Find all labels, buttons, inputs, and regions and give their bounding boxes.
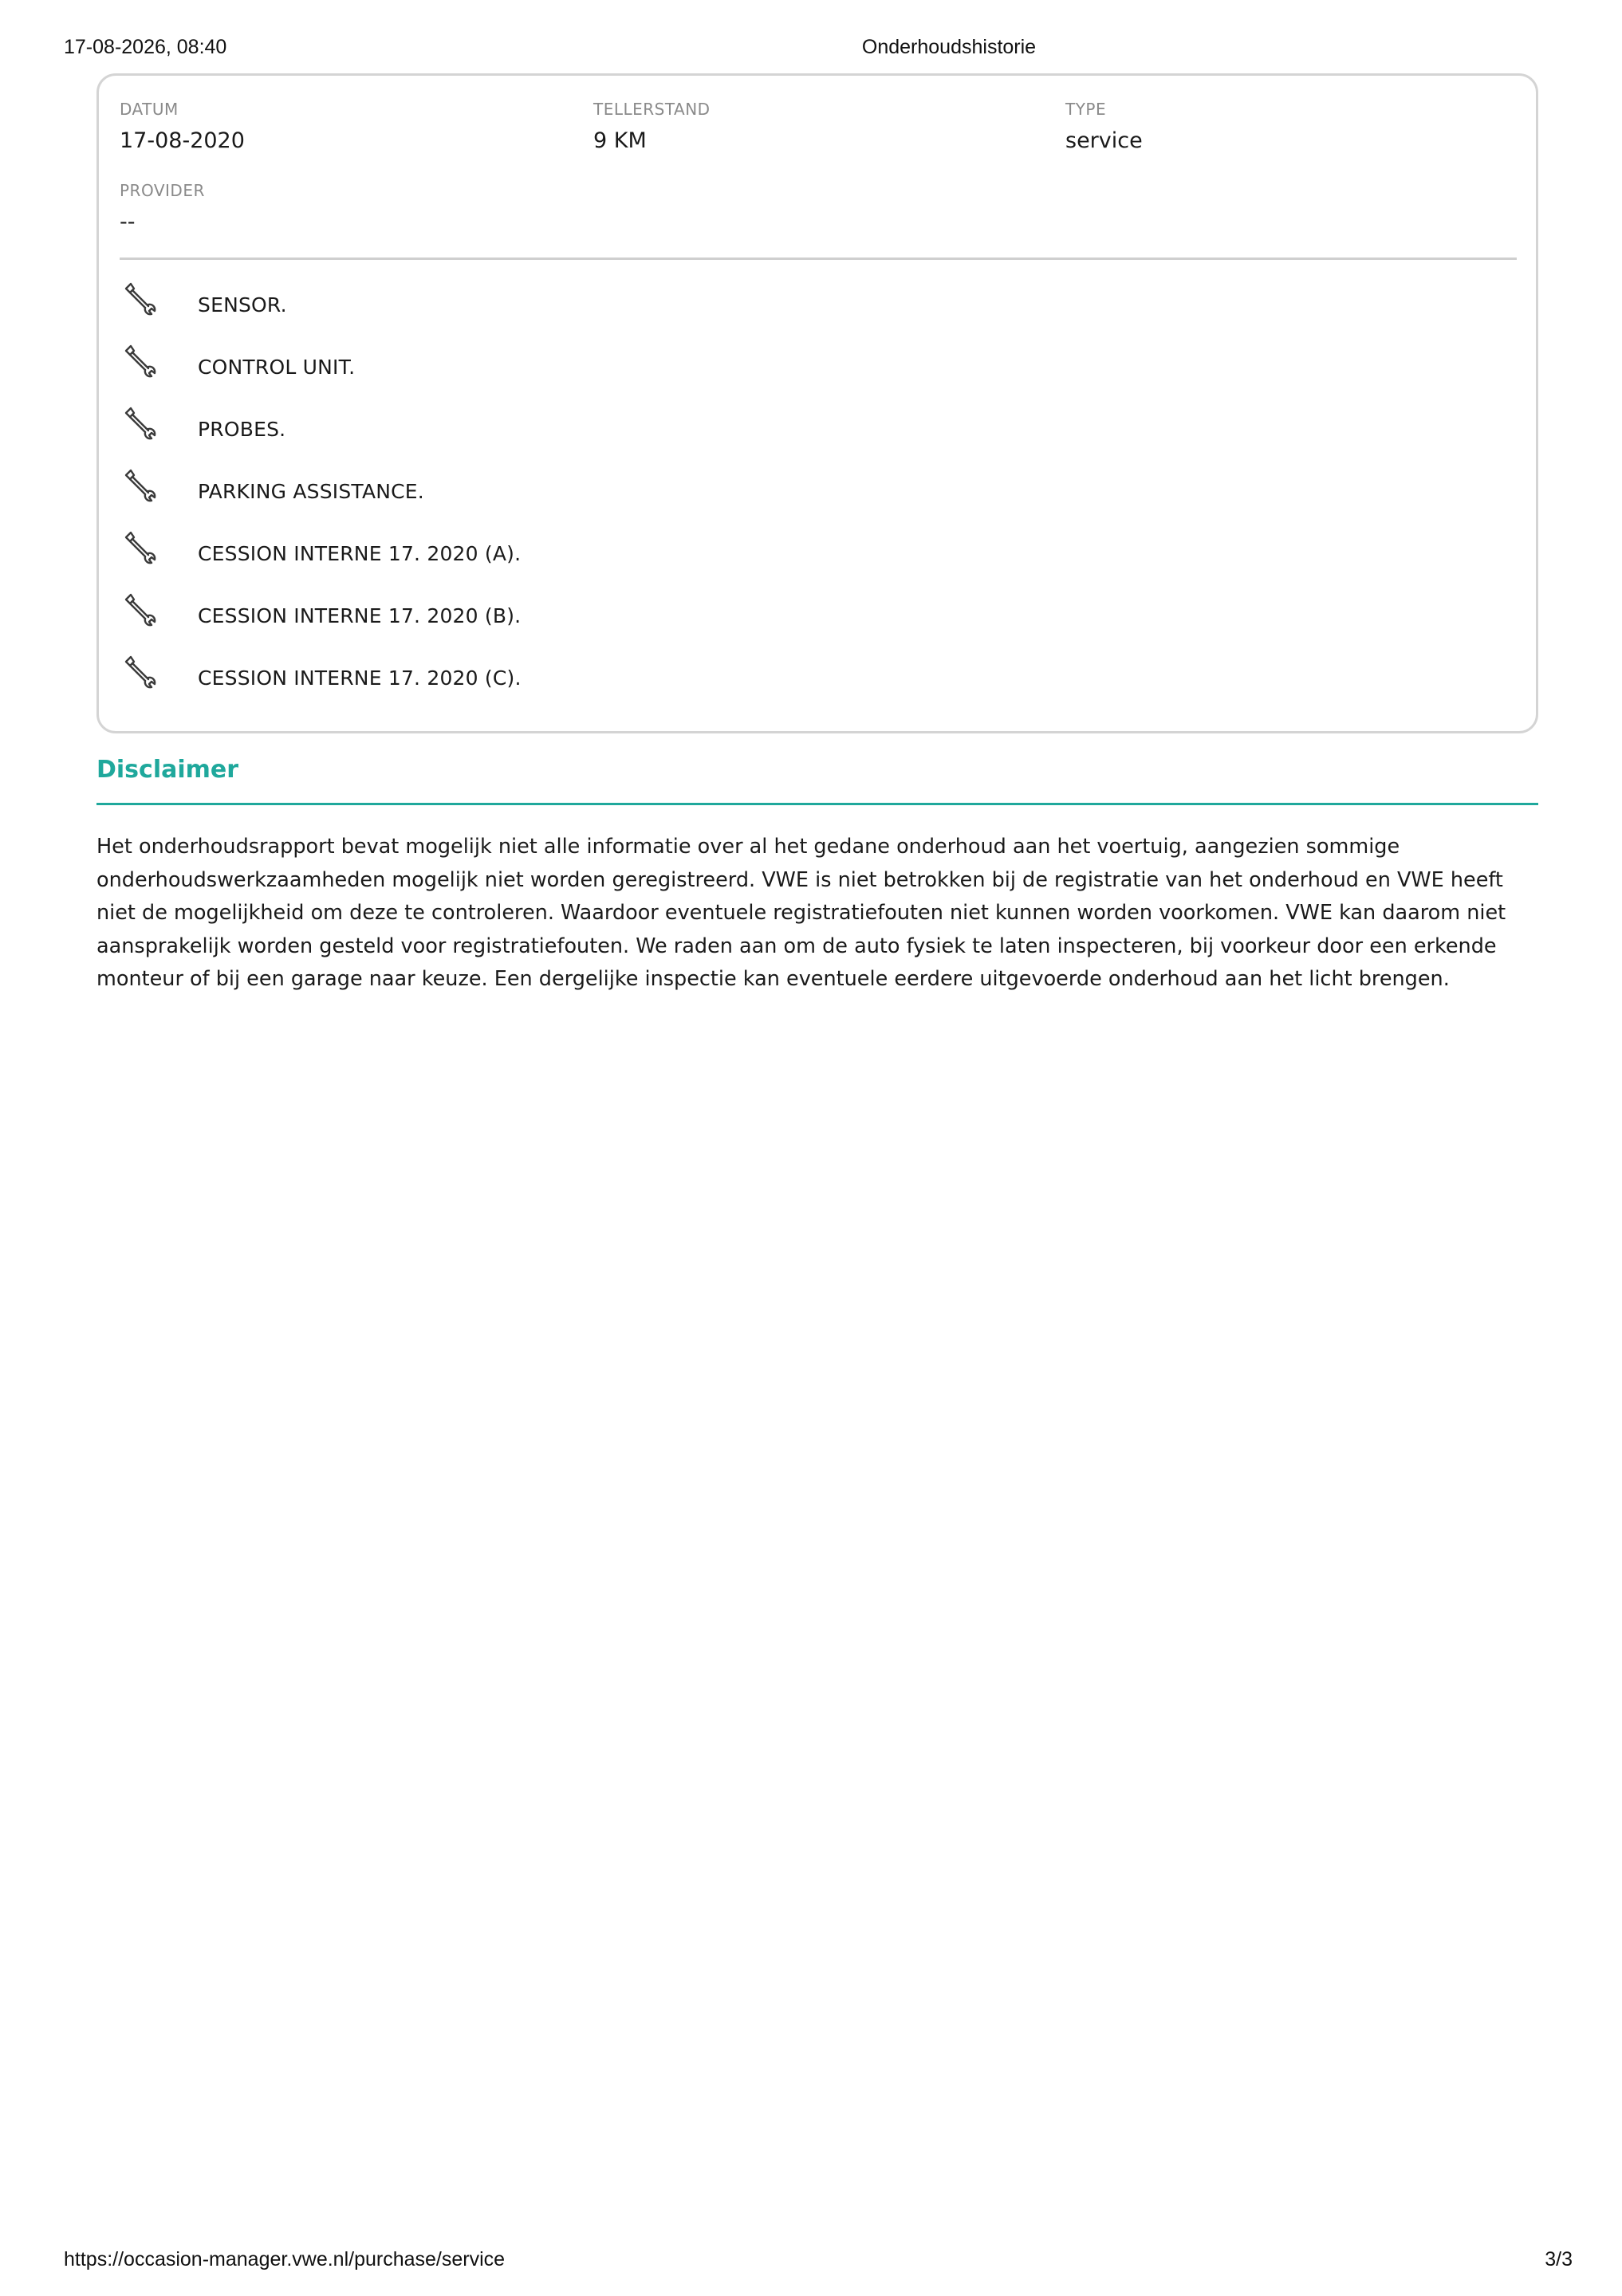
- card-divider: [120, 258, 1517, 260]
- datum-label: DATUM: [120, 100, 179, 119]
- print-datetime: 17-08-2026, 08:40: [64, 36, 227, 58]
- tellerstand-label: TELLERSTAND: [593, 100, 711, 119]
- datum-field: [120, 100, 245, 154]
- tellerstand-field: [593, 100, 711, 154]
- provider-value: --: [120, 210, 136, 234]
- work-item-label: CESSION INTERNE 17. 2020 (C).: [198, 666, 522, 690]
- wrench-icon: [123, 654, 159, 690]
- provider-label: PROVIDER: [120, 181, 205, 200]
- type-value: service: [1065, 128, 1143, 153]
- wrench-icon: [123, 281, 159, 317]
- tellerstand-value: 9 KM: [593, 128, 647, 153]
- wrench-icon: [123, 467, 159, 504]
- work-item-label: CESSION INTERNE 17. 2020 (A).: [198, 542, 522, 565]
- type-field: [1065, 100, 1143, 154]
- type-label: TYPE: [1065, 100, 1107, 119]
- wrench-icon: [123, 343, 159, 379]
- wrench-icon: [123, 592, 159, 628]
- print-page-title: Onderhoudshistorie: [861, 36, 1037, 58]
- work-item-label: CONTROL UNIT.: [198, 356, 356, 379]
- work-item-label: PROBES.: [198, 418, 286, 441]
- wrench-icon: [123, 405, 159, 442]
- wrench-icon: [123, 529, 159, 566]
- print-url: https://occasion-manager.vwe.nl/purchase/service: [64, 2248, 506, 2270]
- disclaimer-text: Het onderhoudsrapport bevat mogelijk niet alle informatie over al het gedane onderhoud aan het voertuig, aangezien sommige onderhoudswerkzaamheden mogelijk niet worden geregistreerd. VWE is niet betrokken bij de registratie van het onderhoud en VWE heeft niet de mogelijkheid om deze te controleren. Waardoor eventuele registratiefouten niet kunnen worden voorkomen. VWE kan daarom niet aansprakelijk worden gesteld voor registratiefouten. We raden aan om de auto fysiek te laten inspecteren, bij voorkeur door een erkende monteur of bij een garage naar keuze. Een dergelijke inspectie kan eventuele eerdere uitgevoerde onderhoud aan het licht brengen.: [96, 835, 1506, 991]
- service-record-card: [96, 73, 1538, 733]
- page-number: 3/3: [1545, 2248, 1573, 2270]
- disclaimer-divider: [96, 803, 1538, 805]
- work-item-label: CESSION INTERNE 17. 2020 (B).: [198, 604, 522, 627]
- provider-field: [120, 181, 205, 235]
- work-item-label: PARKING ASSISTANCE.: [198, 480, 424, 503]
- print-footer: [0, 2248, 1622, 2275]
- disclaimer-heading: Disclaimer: [96, 756, 239, 784]
- print-header: [0, 36, 1622, 63]
- datum-value: 17-08-2020: [120, 128, 245, 153]
- work-item-label: SENSOR.: [198, 293, 287, 316]
